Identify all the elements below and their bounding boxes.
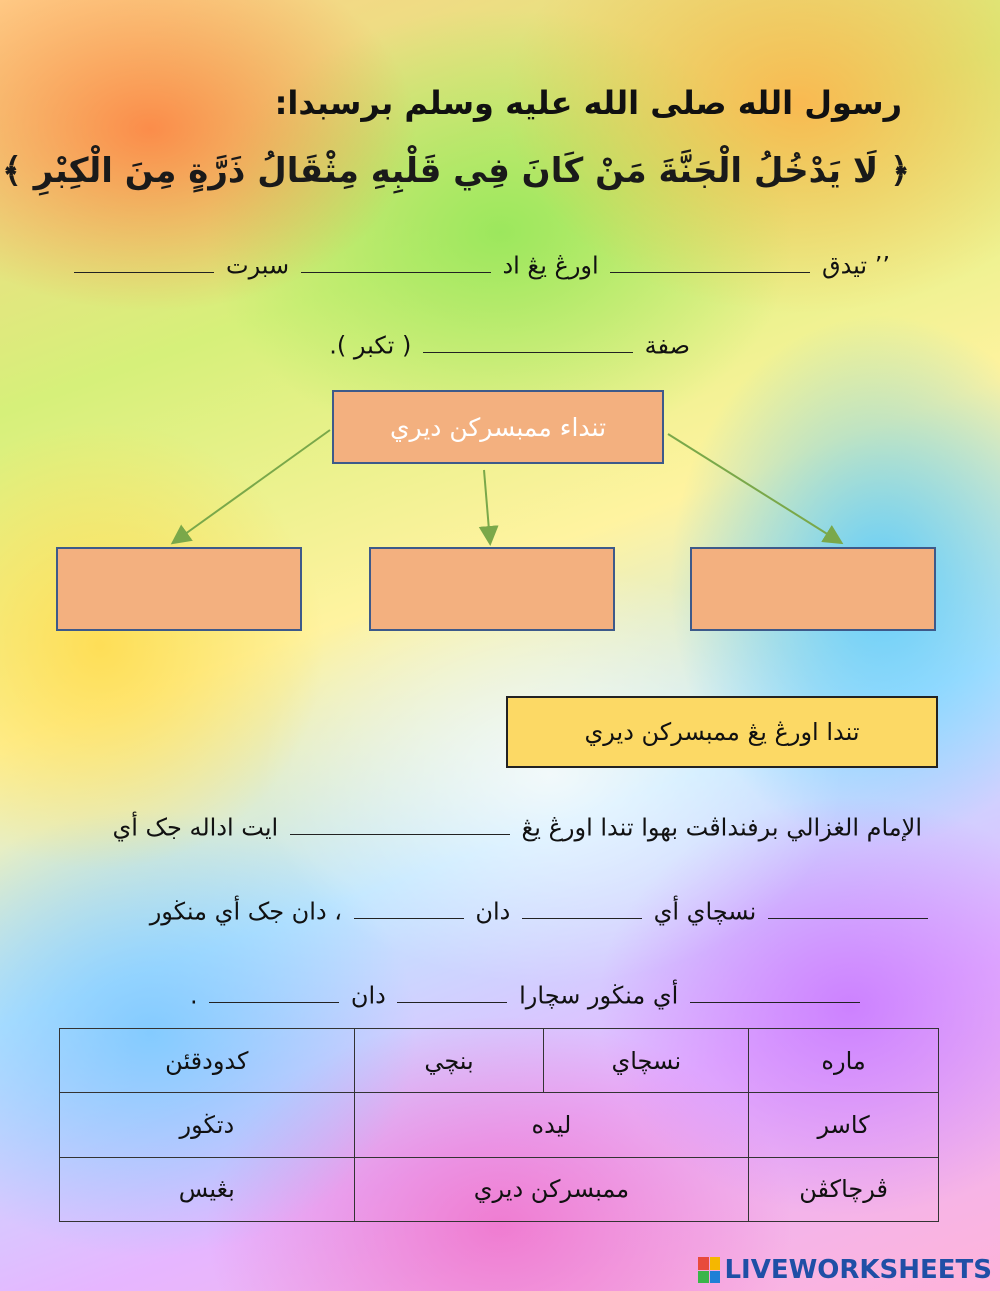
blank-input-3[interactable] (74, 246, 214, 273)
paragraph-line-3 (190, 976, 864, 1009)
word-orang: اورڠ يڠ اد (502, 251, 599, 280)
para-text-1a: الإمام الغزالي برفنداڤت بهوا تندا اورڠ يڠ (521, 813, 922, 842)
para-text-3c: . (189, 981, 198, 1010)
liveworksheets-logo-icon (698, 1257, 720, 1283)
word-sifat: صفة (644, 331, 690, 360)
hadith-text: ﴿ لَا يَدْخُلُ الْجَنَّةَ مَنْ كَانَ فِي قَلْبِهِ مِثْقَالُ ذَرَّةٍ مِنَ الْكِبْرِ ﴾ (1, 151, 910, 191)
word-cell[interactable]: بنچي (354, 1029, 544, 1093)
quote-mark: ٬٬ (874, 251, 890, 280)
diagram-top-label: تنداء ممبسركن ديري (389, 412, 607, 442)
diagram-answer-box-middle[interactable] (369, 547, 615, 631)
blank-input-11[interactable] (209, 976, 339, 1003)
word-cell[interactable]: بڠيس (60, 1157, 355, 1221)
word-cell[interactable]: ماره (749, 1029, 939, 1093)
arrow-right (668, 434, 840, 542)
word-cell[interactable]: ممبسركن ديري (354, 1157, 749, 1221)
para-text-2a: نسچاي أي (653, 897, 757, 926)
footer-brand-text: LIVEWORKSHEETS (724, 1255, 992, 1285)
blank-input-7[interactable] (522, 892, 642, 919)
para-text-3b: دان (350, 981, 386, 1010)
blank-input-10[interactable] (397, 976, 507, 1003)
table-row (60, 1029, 939, 1093)
para-text-2c: ، دان جک أي منڬور (149, 897, 343, 926)
table-row (60, 1093, 939, 1157)
word-tidaq: تيدق (821, 251, 868, 280)
word-cell[interactable]: كدودقئن (60, 1029, 355, 1093)
fill-line-2 (329, 326, 690, 359)
word-cell[interactable]: ليده (354, 1093, 749, 1157)
fill-line-1 (70, 246, 890, 279)
heading: رسول الله صلى الله عليه وسلم برسبدا: (274, 84, 902, 122)
para-text-3a: أي منڬور سچارا (519, 981, 679, 1010)
blank-input-1[interactable] (610, 246, 810, 273)
blank-input-5[interactable] (290, 808, 510, 835)
word-bank-table (59, 1028, 939, 1222)
blank-input-4[interactable] (423, 326, 633, 353)
diagram-answer-box-right[interactable] (690, 547, 936, 631)
word-takabur: ( تكبر ). (329, 331, 412, 360)
blank-input-6[interactable] (768, 892, 928, 919)
blank-input-2[interactable] (301, 246, 491, 273)
arrow-middle (484, 470, 490, 542)
diagram-top-box (332, 390, 664, 464)
blank-input-8[interactable] (354, 892, 464, 919)
paragraph-line-2 (150, 892, 932, 925)
word-cell[interactable]: نسچاي (544, 1029, 749, 1093)
arrow-left (174, 430, 330, 542)
word-cell[interactable]: كاسر (749, 1093, 939, 1157)
word-seperti: سبرت (225, 251, 290, 280)
section-title: تندا اورڠ يڠ ممبسركن ديري (584, 718, 860, 746)
word-cell[interactable]: دتڬور (60, 1093, 355, 1157)
section-title-box (506, 696, 938, 768)
blank-input-9[interactable] (690, 976, 860, 1003)
footer-brand (698, 1255, 992, 1285)
para-text-2b: دان (475, 897, 511, 926)
word-cell[interactable]: ڤرچاكڤن (749, 1157, 939, 1221)
diagram-answer-box-left[interactable] (56, 547, 302, 631)
para-text-1b: ايت اداله جک أي (112, 813, 279, 842)
table-row (60, 1157, 939, 1221)
paragraph-line-1 (112, 808, 922, 841)
